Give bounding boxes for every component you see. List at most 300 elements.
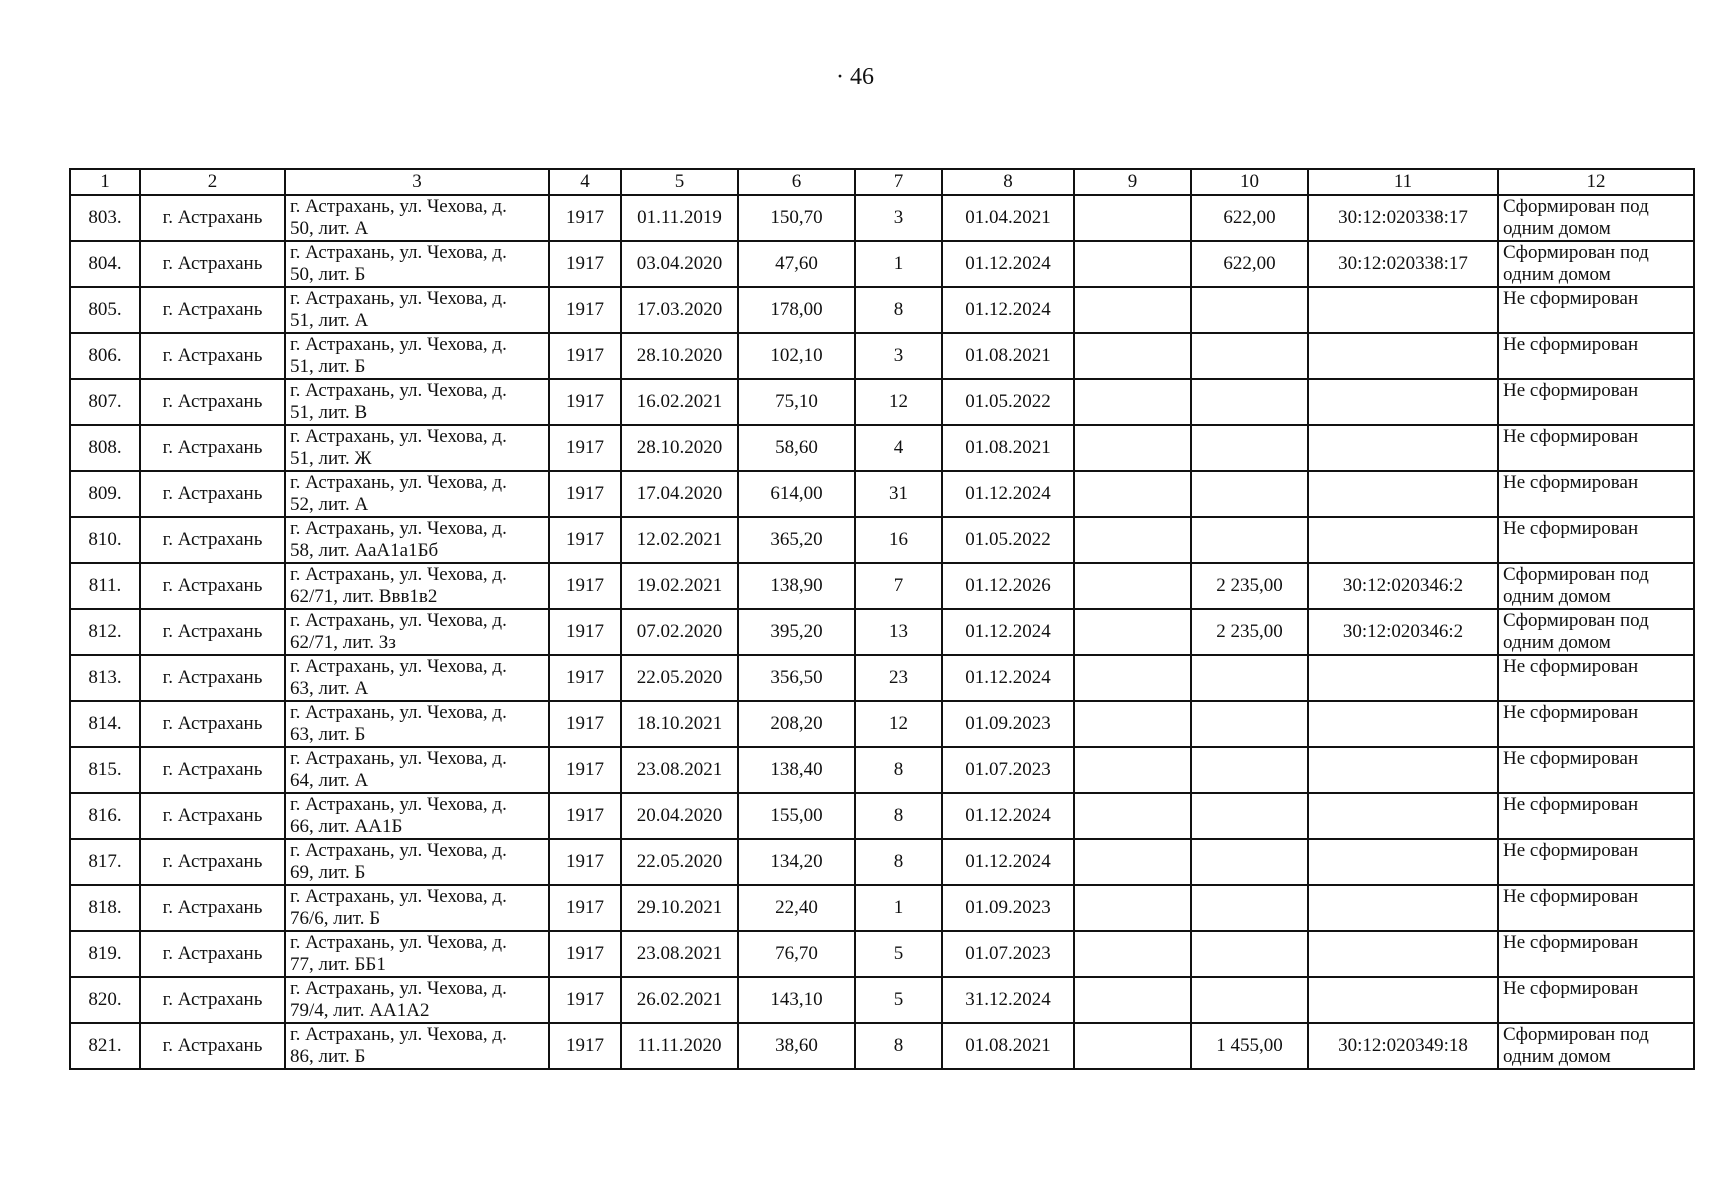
table-row [70, 379, 1694, 425]
page-number [836, 64, 874, 91]
land-area: 622,00 [1191, 241, 1308, 287]
column-9-value [1074, 609, 1191, 655]
cadastral-number: 30:12:020346:2 [1308, 609, 1498, 655]
status-line-1: Не сформирован [1503, 518, 1639, 539]
residents-count: 1 [855, 241, 942, 287]
table-row [70, 655, 1694, 701]
cadastral-number [1308, 425, 1498, 471]
cadastral-number [1308, 379, 1498, 425]
address-line-2: 50, лит. А [290, 218, 369, 239]
address-line-1: г. Астрахань, ул. Чехова, д. [290, 518, 507, 539]
address-line-1: г. Астрахань, ул. Чехова, д. [290, 610, 507, 631]
city: г. Астрахань [140, 471, 285, 517]
row-number: 816. [70, 793, 140, 839]
planned-date: 01.08.2021 [942, 333, 1074, 379]
city: г. Астрахань [140, 333, 285, 379]
column-9-value [1074, 1023, 1191, 1069]
status-line-1: Не сформирован [1503, 978, 1639, 999]
cadastral-number: 30:12:020346:2 [1308, 563, 1498, 609]
address [285, 655, 549, 701]
row-number: 813. [70, 655, 140, 701]
residents-count: 8 [855, 287, 942, 333]
floor-area: 138,40 [738, 747, 855, 793]
year-built: 1917 [549, 885, 621, 931]
planned-date: 31.12.2024 [942, 977, 1074, 1023]
address-line-1: г. Астрахань, ул. Чехова, д. [290, 748, 507, 769]
land-area [1191, 793, 1308, 839]
cadastral-number [1308, 287, 1498, 333]
planned-date: 01.05.2022 [942, 379, 1074, 425]
land-status [1498, 609, 1694, 655]
land-area [1191, 977, 1308, 1023]
planned-date: 01.07.2023 [942, 747, 1074, 793]
table-row [70, 839, 1694, 885]
address-line-1: г. Астрахань, ул. Чехова, д. [290, 196, 507, 217]
column-number: 3 [285, 169, 549, 195]
column-number: 10 [1191, 169, 1308, 195]
row-number: 803. [70, 195, 140, 241]
residents-count: 5 [855, 977, 942, 1023]
table-row [70, 977, 1694, 1023]
address-line-2: 50, лит. Б [290, 264, 366, 285]
recognition-date: 01.11.2019 [621, 195, 738, 241]
column-9-value [1074, 379, 1191, 425]
recognition-date: 11.11.2020 [621, 1023, 738, 1069]
column-number: 7 [855, 169, 942, 195]
column-9-value [1074, 931, 1191, 977]
floor-area: 143,10 [738, 977, 855, 1023]
status-line-1: Не сформирован [1503, 748, 1639, 769]
planned-date: 01.08.2021 [942, 425, 1074, 471]
table-row [70, 241, 1694, 287]
status-line-1: Не сформирован [1503, 472, 1639, 493]
city: г. Астрахань [140, 287, 285, 333]
address [285, 793, 549, 839]
land-area [1191, 333, 1308, 379]
table-row [70, 333, 1694, 379]
city: г. Астрахань [140, 977, 285, 1023]
floor-area: 208,20 [738, 701, 855, 747]
address-line-1: г. Астрахань, ул. Чехова, д. [290, 656, 507, 677]
planned-date: 01.12.2024 [942, 241, 1074, 287]
land-status [1498, 471, 1694, 517]
recognition-date: 16.02.2021 [621, 379, 738, 425]
row-number: 810. [70, 517, 140, 563]
address-line-2: 86, лит. Б [290, 1046, 366, 1067]
residents-count: 16 [855, 517, 942, 563]
address [285, 931, 549, 977]
address [285, 287, 549, 333]
floor-area: 150,70 [738, 195, 855, 241]
year-built: 1917 [549, 517, 621, 563]
address [285, 747, 549, 793]
table-row [70, 195, 1694, 241]
column-9-value [1074, 977, 1191, 1023]
column-9-value [1074, 517, 1191, 563]
land-status [1498, 885, 1694, 931]
year-built: 1917 [549, 379, 621, 425]
land-area: 622,00 [1191, 195, 1308, 241]
address [285, 1023, 549, 1069]
address-line-2: 52, лит. А [290, 494, 369, 515]
recognition-date: 26.02.2021 [621, 977, 738, 1023]
column-9-value [1074, 333, 1191, 379]
address-line-1: г. Астрахань, ул. Чехова, д. [290, 472, 507, 493]
address-line-2: 79/4, лит. АА1А2 [290, 1000, 430, 1021]
land-status [1498, 425, 1694, 471]
residents-count: 4 [855, 425, 942, 471]
floor-area: 614,00 [738, 471, 855, 517]
address [285, 563, 549, 609]
planned-date: 01.12.2024 [942, 471, 1074, 517]
land-area [1191, 885, 1308, 931]
row-number: 819. [70, 931, 140, 977]
address [285, 701, 549, 747]
cadastral-number [1308, 655, 1498, 701]
row-number: 818. [70, 885, 140, 931]
land-status [1498, 241, 1694, 287]
row-number: 806. [70, 333, 140, 379]
address [285, 195, 549, 241]
city: г. Астрахань [140, 931, 285, 977]
year-built: 1917 [549, 609, 621, 655]
status-line-1: Сформирован под [1503, 610, 1649, 631]
residents-count: 1 [855, 885, 942, 931]
land-area [1191, 517, 1308, 563]
planned-date: 01.12.2024 [942, 839, 1074, 885]
year-built: 1917 [549, 747, 621, 793]
year-built: 1917 [549, 471, 621, 517]
planned-date: 01.12.2024 [942, 609, 1074, 655]
residents-count: 5 [855, 931, 942, 977]
recognition-date: 28.10.2020 [621, 333, 738, 379]
cadastral-number [1308, 793, 1498, 839]
address-line-1: г. Астрахань, ул. Чехова, д. [290, 1024, 507, 1045]
row-number: 814. [70, 701, 140, 747]
address-line-1: г. Астрахань, ул. Чехова, д. [290, 886, 507, 907]
recognition-date: 17.03.2020 [621, 287, 738, 333]
column-number: 1 [70, 169, 140, 195]
year-built: 1917 [549, 1023, 621, 1069]
planned-date: 01.12.2024 [942, 793, 1074, 839]
residents-count: 8 [855, 839, 942, 885]
row-number: 817. [70, 839, 140, 885]
address-line-1: г. Астрахань, ул. Чехова, д. [290, 426, 507, 447]
planned-date: 01.05.2022 [942, 517, 1074, 563]
cadastral-number [1308, 747, 1498, 793]
address [285, 977, 549, 1023]
address-line-2: 76/6, лит. Б [290, 908, 381, 929]
address-line-1: г. Астрахань, ул. Чехова, д. [290, 288, 507, 309]
address [285, 241, 549, 287]
land-status [1498, 839, 1694, 885]
cadastral-number: 30:12:020349:18 [1308, 1023, 1498, 1069]
year-built: 1917 [549, 793, 621, 839]
address [285, 839, 549, 885]
floor-area: 395,20 [738, 609, 855, 655]
residents-count: 3 [855, 195, 942, 241]
year-built: 1917 [549, 701, 621, 747]
land-status [1498, 977, 1694, 1023]
land-area [1191, 931, 1308, 977]
recognition-date: 22.05.2020 [621, 839, 738, 885]
city: г. Астрахань [140, 747, 285, 793]
address-line-2: 51, лит. Б [290, 356, 366, 377]
table-row [70, 609, 1694, 655]
recognition-date: 29.10.2021 [621, 885, 738, 931]
city: г. Астрахань [140, 517, 285, 563]
status-line-1: Сформирован под [1503, 196, 1649, 217]
city: г. Астрахань [140, 609, 285, 655]
year-built: 1917 [549, 563, 621, 609]
address-line-1: г. Астрахань, ул. Чехова, д. [290, 932, 507, 953]
planned-date: 01.08.2021 [942, 1023, 1074, 1069]
floor-area: 58,60 [738, 425, 855, 471]
address-line-1: г. Астрахань, ул. Чехова, д. [290, 840, 507, 861]
recognition-date: 22.05.2020 [621, 655, 738, 701]
row-number: 811. [70, 563, 140, 609]
year-built: 1917 [549, 839, 621, 885]
table-row [70, 793, 1694, 839]
city: г. Астрахань [140, 839, 285, 885]
column-number: 9 [1074, 169, 1191, 195]
floor-area: 134,20 [738, 839, 855, 885]
recognition-date: 19.02.2021 [621, 563, 738, 609]
row-number: 805. [70, 287, 140, 333]
year-built: 1917 [549, 655, 621, 701]
floor-area: 22,40 [738, 885, 855, 931]
status-line-1: Сформирован под [1503, 564, 1649, 585]
city: г. Астрахань [140, 793, 285, 839]
recognition-date: 23.08.2021 [621, 931, 738, 977]
land-status [1498, 287, 1694, 333]
column-number: 8 [942, 169, 1074, 195]
address-line-1: г. Астрахань, ул. Чехова, д. [290, 978, 507, 999]
cadastral-number [1308, 701, 1498, 747]
status-line-2: одним домом [1503, 264, 1611, 285]
column-9-value [1074, 747, 1191, 793]
address-line-1: г. Астрахань, ул. Чехова, д. [290, 334, 507, 355]
row-number: 815. [70, 747, 140, 793]
cadastral-number: 30:12:020338:17 [1308, 195, 1498, 241]
recognition-date: 28.10.2020 [621, 425, 738, 471]
status-line-1: Не сформирован [1503, 794, 1639, 815]
table-row [70, 471, 1694, 517]
land-status [1498, 701, 1694, 747]
floor-area: 76,70 [738, 931, 855, 977]
status-line-1: Сформирован под [1503, 242, 1649, 263]
column-9-value [1074, 793, 1191, 839]
address [285, 379, 549, 425]
recognition-date: 17.04.2020 [621, 471, 738, 517]
cadastral-number [1308, 931, 1498, 977]
row-number: 821. [70, 1023, 140, 1069]
cadastral-number [1308, 333, 1498, 379]
land-status [1498, 563, 1694, 609]
city: г. Астрахань [140, 241, 285, 287]
land-area [1191, 701, 1308, 747]
city: г. Астрахань [140, 563, 285, 609]
row-number: 808. [70, 425, 140, 471]
recognition-date: 20.04.2020 [621, 793, 738, 839]
planned-date: 01.12.2024 [942, 655, 1074, 701]
year-built: 1917 [549, 931, 621, 977]
column-9-value [1074, 471, 1191, 517]
status-line-1: Не сформирован [1503, 334, 1639, 355]
status-line-1: Сформирован под [1503, 1024, 1649, 1045]
residents-count: 31 [855, 471, 942, 517]
address [285, 471, 549, 517]
row-number: 804. [70, 241, 140, 287]
land-area [1191, 655, 1308, 701]
address-line-2: 66, лит. АА1Б [290, 816, 403, 837]
address-line-1: г. Астрахань, ул. Чехова, д. [290, 242, 507, 263]
column-number: 5 [621, 169, 738, 195]
row-number: 812. [70, 609, 140, 655]
planned-date: 01.09.2023 [942, 885, 1074, 931]
residents-count: 13 [855, 609, 942, 655]
floor-area: 155,00 [738, 793, 855, 839]
status-line-2: одним домом [1503, 1046, 1611, 1067]
planned-date: 01.04.2021 [942, 195, 1074, 241]
land-status [1498, 931, 1694, 977]
table-row [70, 517, 1694, 563]
status-line-1: Не сформирован [1503, 426, 1639, 447]
status-line-2: одним домом [1503, 632, 1611, 653]
city: г. Астрахань [140, 1023, 285, 1069]
city: г. Астрахань [140, 195, 285, 241]
land-status [1498, 1023, 1694, 1069]
table-row [70, 1023, 1694, 1069]
row-number: 820. [70, 977, 140, 1023]
page-number-value: 46 [850, 64, 874, 90]
address-line-2: 63, лит. А [290, 678, 369, 699]
status-line-1: Не сформирован [1503, 656, 1639, 677]
planned-date: 01.07.2023 [942, 931, 1074, 977]
column-number-row [70, 169, 1694, 195]
page-mark: · [836, 64, 844, 90]
address-line-2: 63, лит. Б [290, 724, 366, 745]
address-line-2: 51, лит. Ж [290, 448, 372, 469]
address-line-2: 58, лит. АаА1а1Бб [290, 540, 439, 561]
floor-area: 75,10 [738, 379, 855, 425]
table-row [70, 563, 1694, 609]
cadastral-number [1308, 517, 1498, 563]
residents-count: 12 [855, 379, 942, 425]
address-line-2: 62/71, лит. Зз [290, 632, 396, 653]
address [285, 333, 549, 379]
address-line-1: г. Астрахань, ул. Чехова, д. [290, 564, 507, 585]
land-status [1498, 379, 1694, 425]
cadastral-number: 30:12:020338:17 [1308, 241, 1498, 287]
housing-register-table [69, 168, 1695, 1070]
column-number: 4 [549, 169, 621, 195]
land-area [1191, 379, 1308, 425]
land-status [1498, 747, 1694, 793]
recognition-date: 18.10.2021 [621, 701, 738, 747]
year-built: 1917 [549, 425, 621, 471]
table-row [70, 425, 1694, 471]
cadastral-number [1308, 885, 1498, 931]
land-area: 1 455,00 [1191, 1023, 1308, 1069]
address-line-2: 69, лит. Б [290, 862, 366, 883]
status-line-1: Не сформирован [1503, 380, 1639, 401]
recognition-date: 23.08.2021 [621, 747, 738, 793]
column-9-value [1074, 839, 1191, 885]
year-built: 1917 [549, 977, 621, 1023]
city: г. Астрахань [140, 425, 285, 471]
land-area: 2 235,00 [1191, 609, 1308, 655]
address [285, 885, 549, 931]
address-line-1: г. Астрахань, ул. Чехова, д. [290, 380, 507, 401]
status-line-1: Не сформирован [1503, 702, 1639, 723]
land-area [1191, 471, 1308, 517]
residents-count: 23 [855, 655, 942, 701]
floor-area: 102,10 [738, 333, 855, 379]
status-line-1: Не сформирован [1503, 840, 1639, 861]
cadastral-number [1308, 471, 1498, 517]
address-line-2: 51, лит. А [290, 310, 369, 331]
address-line-1: г. Астрахань, ул. Чехова, д. [290, 794, 507, 815]
table-row [70, 885, 1694, 931]
floor-area: 138,90 [738, 563, 855, 609]
address-line-2: 64, лит. А [290, 770, 369, 791]
city: г. Астрахань [140, 379, 285, 425]
residents-count: 8 [855, 747, 942, 793]
land-status [1498, 195, 1694, 241]
year-built: 1917 [549, 241, 621, 287]
floor-area: 38,60 [738, 1023, 855, 1069]
table-row [70, 701, 1694, 747]
column-9-value [1074, 655, 1191, 701]
land-area [1191, 839, 1308, 885]
address-line-2: 77, лит. ББ1 [290, 954, 386, 975]
column-number: 12 [1498, 169, 1694, 195]
year-built: 1917 [549, 287, 621, 333]
recognition-date: 07.02.2020 [621, 609, 738, 655]
column-9-value [1074, 701, 1191, 747]
column-9-value [1074, 425, 1191, 471]
floor-area: 47,60 [738, 241, 855, 287]
column-number: 11 [1308, 169, 1498, 195]
column-9-value [1074, 287, 1191, 333]
status-line-2: одним домом [1503, 218, 1611, 239]
status-line-1: Не сформирован [1503, 288, 1639, 309]
address [285, 609, 549, 655]
row-number: 807. [70, 379, 140, 425]
column-9-value [1074, 195, 1191, 241]
land-status [1498, 655, 1694, 701]
planned-date: 01.12.2026 [942, 563, 1074, 609]
status-line-2: одним домом [1503, 586, 1611, 607]
address-line-1: г. Астрахань, ул. Чехова, д. [290, 702, 507, 723]
recognition-date: 03.04.2020 [621, 241, 738, 287]
cadastral-number [1308, 977, 1498, 1023]
address [285, 517, 549, 563]
land-area [1191, 747, 1308, 793]
land-area: 2 235,00 [1191, 563, 1308, 609]
residents-count: 3 [855, 333, 942, 379]
recognition-date: 12.02.2021 [621, 517, 738, 563]
row-number: 809. [70, 471, 140, 517]
land-area [1191, 425, 1308, 471]
city: г. Астрахань [140, 655, 285, 701]
residents-count: 12 [855, 701, 942, 747]
year-built: 1917 [549, 333, 621, 379]
column-number: 6 [738, 169, 855, 195]
table-row [70, 931, 1694, 977]
floor-area: 356,50 [738, 655, 855, 701]
